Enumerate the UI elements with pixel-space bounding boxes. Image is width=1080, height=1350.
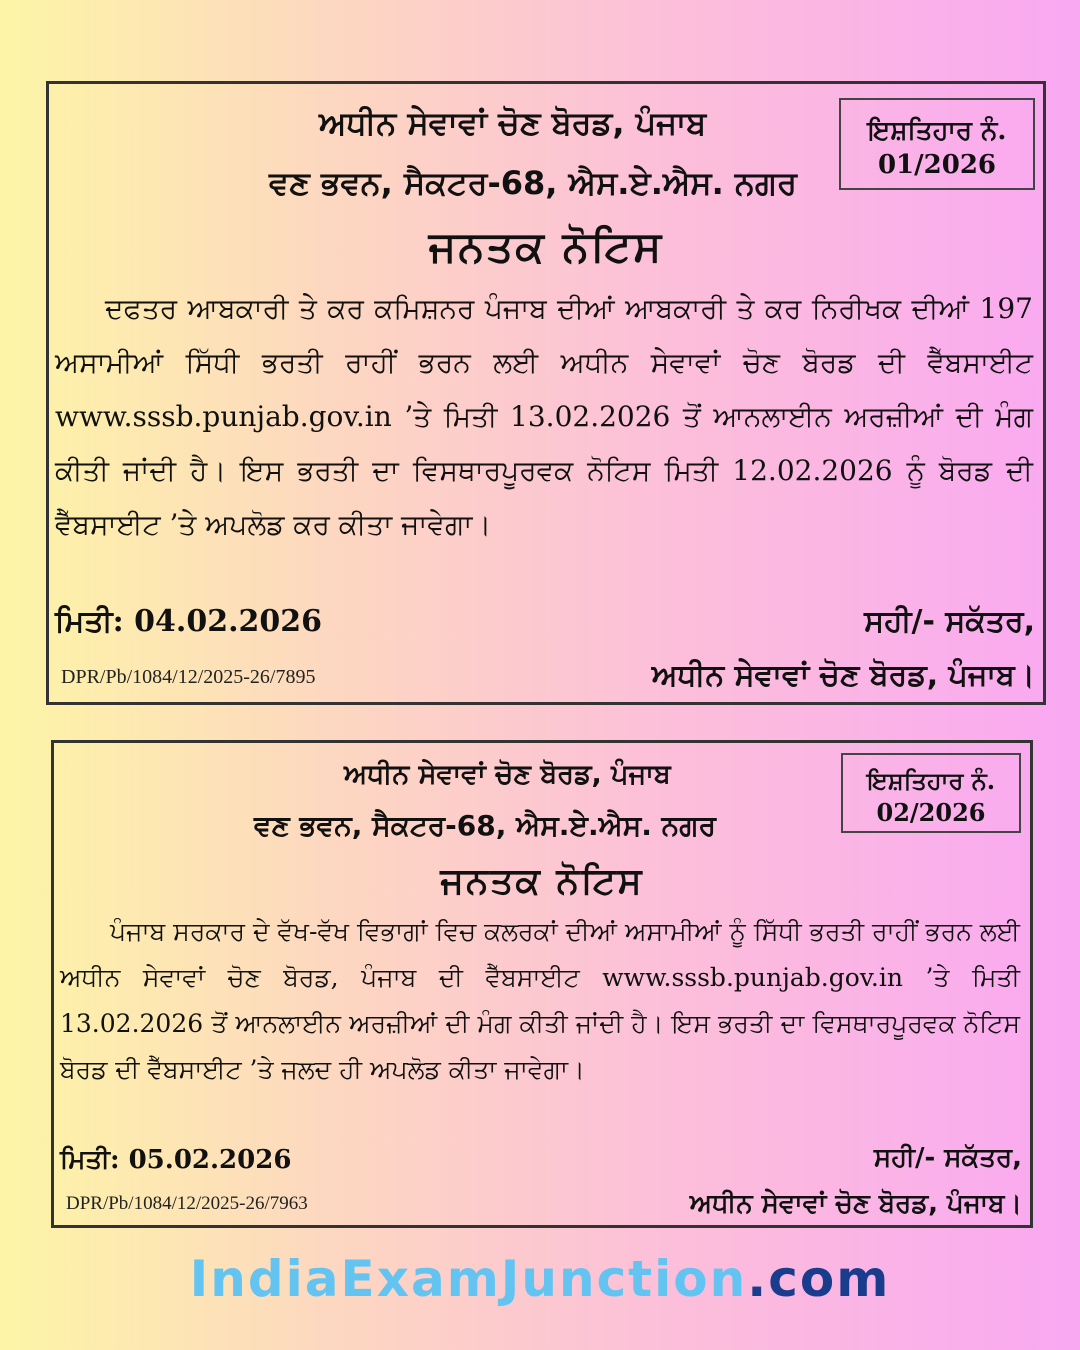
brand-tld: .com	[747, 1250, 891, 1308]
advertisement-label: ਇਸ਼ਤਿਹਾਰ ਨੰ.	[866, 766, 996, 795]
notice-body-paragraph: ਪੰਜਾਬ ਸਰਕਾਰ ਦੇ ਵੱਖ-ਵੱਖ ਵਿਭਾਗਾਂ ਵਿਚ ਕਲਰਕਾਂ ਦੀਆਂ ਅਸਾਮੀਆਂ ਨੂੰ ਸਿੱਧੀ ਭਰਤੀ ਰਾਹੀਂ ਭਰਨ ਲਈ ਅਧੀਨ ਸੇਵਾਵਾਂ ਚੋਣ ਬੋਰਡ, ਪੰਜਾਬ ਦੀ ਵੈੱਬਸਾਈਟ www.sssb.punjab.gov.in ’ਤੇ ਮਿਤੀ 13.02.2026 ਤੋਂ ਆਨਲਾਈਨ ਅਰਜ਼ੀਆਂ ਦੀ ਮੰਗ ਕੀਤੀ ਜਾਂਦੀ ਹੈ। ਇਸ ਭਰਤੀ ਦਾ ਵਿਸਥਾਰਪੂਰਵਕ ਨੋਟਿਸ ਬੋਰਡ ਦੀ ਵੈੱਬਸਾਈਟ ’ਤੇ ਜਲਦ ਹੀ ਅਪਲੋਡ ਕੀਤਾ ਜਾਵੇਗਾ।	[60, 917, 1020, 1084]
brand-name: IndiaExamJunction	[189, 1250, 748, 1308]
notice-01-2026	[46, 81, 1046, 705]
dpr-reference: DPR/Pb/1084/12/2025-26/7963	[66, 1193, 308, 1214]
board-address-header: ਵਣ ਭਵਨ, ਸੈਕਟਰ-68, ਐਸ.ਏ.ਐਸ. ਨਗਰ	[254, 809, 717, 842]
signature-secretary: ਸਹੀ/- ਸਕੱਤਰ,	[864, 604, 1035, 639]
signature-board-name: ਅਧੀਨ ਸੇਵਾਵਾਂ ਚੋਣ ਬੋਰਡ, ਪੰਜਾਬ।	[651, 658, 1035, 693]
board-address-header: ਵਣ ਭਵਨ, ਸੈਕਟਰ-68, ਐਸ.ਏ.ਐਸ. ਨਗਰ	[269, 164, 798, 202]
notice-body-paragraph: ਦਫਤਰ ਆਬਕਾਰੀ ਤੇ ਕਰ ਕਮਿਸ਼ਨਰ ਪੰਜਾਬ ਦੀਆਂ ਆਬਕਾਰੀ ਤੇ ਕਰ ਨਿਰੀਖਕ ਦੀਆਂ 197 ਅਸਾਮੀਆਂ ਸਿੱਧੀ ਭਰਤੀ ਰਾਹੀਂ ਭਰਨ ਲਈ ਅਧੀਨ ਸੇਵਾਵਾਂ ਚੋਣ ਬੋਰਡ ਦੀ ਵੈੱਬਸਾਈਟ www.sssb.punjab.gov.in ’ਤੇ ਮਿਤੀ 13.02.2026 ਤੋਂ ਆਨਲਾਈਨ ਅਰਜ਼ੀਆਂ ਦੀ ਮੰਗ ਕੀਤੀ ਜਾਂਦੀ ਹੈ। ਇਸ ਭਰਤੀ ਦਾ ਵਿਸਥਾਰਪੂਰਵਕ ਨੋਟਿਸ ਮਿਤੀ 12.02.2026 ਨੂੰ ਬੋਰਡ ਦੀ ਵੈੱਬਸਾਈਟ ’ਤੇ ਅਪਲੋਡ ਕਰ ਕੀਤਾ ਜਾਵੇਗਾ।	[55, 292, 1033, 541]
advertisement-number: 01/2026	[877, 150, 997, 180]
signature-secretary: ਸਹੀ/- ਸਕੱਤਰ,	[873, 1143, 1022, 1173]
dpr-reference: DPR/Pb/1084/12/2025-26/7895	[61, 666, 316, 688]
notice-date: ਮਿਤੀ: 05.02.2026	[60, 1145, 292, 1175]
board-name-header: ਅਧੀਨ ਸੇਵਾਵਾਂ ਚੋਣ ਬੋਰਡ, ਪੰਜਾਬ	[319, 104, 707, 142]
notice-02-2026	[51, 740, 1033, 1228]
notice-title: ਜਨਤਕ ਨੋਟਿਸ	[428, 222, 664, 271]
signature-board-name: ਅਧੀਨ ਸੇਵਾਵਾਂ ਚੋਣ ਬੋਰਡ, ਪੰਜਾਬ।	[689, 1189, 1022, 1219]
brand-watermark	[0, 1250, 1080, 1308]
advertisement-number-box	[841, 753, 1021, 833]
notice-title: ਜਨਤਕ ਨੋਟਿਸ	[440, 861, 644, 902]
notice-date: ਮਿਤੀ: 04.02.2026	[55, 604, 323, 639]
board-name-header: ਅਧੀਨ ਸੇਵਾਵਾਂ ਚੋਣ ਬੋਰਡ, ਪੰਜਾਬ	[344, 759, 671, 790]
notice-body	[55, 282, 1033, 552]
advertisement-number: 02/2026	[876, 798, 986, 827]
advertisement-label: ਇਸ਼ਤਿਹਾਰ ਨੰ.	[867, 116, 1007, 146]
notice-body	[60, 909, 1020, 1093]
advertisement-number-box	[839, 98, 1035, 190]
